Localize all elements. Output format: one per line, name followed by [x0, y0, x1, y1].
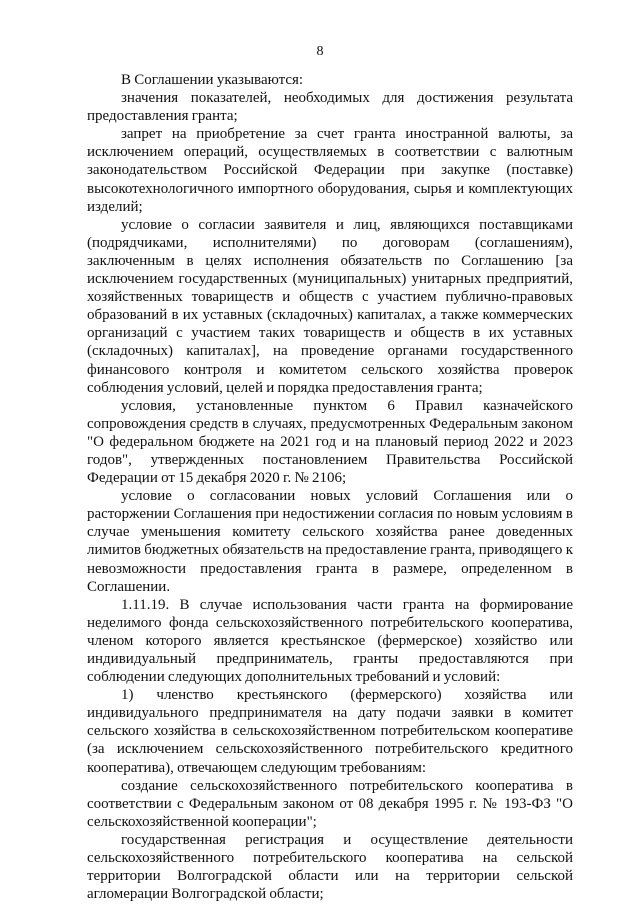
paragraph-audit-consent: условие о согласии заявителя и лиц, являющихся поставщиками (подрядчиками, исполнителями) по договорам (соглашениям), заключенным в целях исполнения обязательств по Соглашению [за исключением государственных (муниципальных) унитарных предприятий, хозяйственных товариществ и обществ с участием публично-правовых образований в их уставных (складочных) капиталах, а также коммерческих организаций с участием таких товариществ и обществ в их уставных (складочных) капиталах], на проведение органами государственного финансового контроля и комитетом сельского хозяйства проверок соблюдения условий, целей и порядка предоставления гранта;	[87, 216, 573, 396]
paragraph-currency-ban: запрет на приобретение за счет гранта иностранной валюты, за исключением операций, осуществляемых в соответствии с валютным законодательством Российской Федерации при закупке (поставке) высокотехнологичного импортного оборудования, сырья и комплектующих изделий;	[87, 126, 573, 215]
paragraph-indicator-values: значения показателей, необходимых для достижения результата предоставления гранта;	[87, 90, 573, 125]
paragraph-state-registration: государственная регистрация и осуществление деятельности сельскохозяйственного потребительского кооператива на сельской территории Волгоградской области или на территории сельской агломерации Волгоградской области;	[87, 831, 573, 903]
paragraph-treasury-support: условия, установленные пунктом 6 Правил казначейского сопровождения средств в случаях, предусмотренных Федеральным законом "О федеральном бюджете на 2021 год и на плановый период 2022 и 2023 годов", утвержденных постановлением Правительства Российской Федерации от 15 декабря 2020 г. № 2106;	[87, 397, 573, 487]
paragraph-agreement-intro: В Соглашении указываются:	[121, 72, 304, 88]
page-number: 8	[316, 44, 324, 59]
document-body	[87, 71, 573, 903]
paragraph-new-terms: условие о согласовании новых условий Соглашения или о расторжении Соглашения при недостижении согласия по новым условиям в случае уменьшения комитету сельского хозяйства ранее доведенных лимитов бюджетных обязательств на предоставление гранта, приводящего к невозможности предоставления гранта в размере, определенном в Соглашении.	[87, 488, 573, 595]
paragraph-membership: 1) членство крестьянского (фермерского) хозяйства или индивидуального предпринимателя на дату подачи заявки в комитет сельского хозяйства в сельскохозяйственном потребительском кооперативе (за исключением сельскохозяйственного потребительского кредитного кооператива), отвечающем следующим требованиям:	[87, 687, 573, 776]
paragraph-clause-1-11-19: 1.11.19. В случае использования части гранта на формирование неделимого фонда сельскохозяйственного потребительского кооператива, членом которого является крестьянское (фермерское) хозяйство или индивидуальный предприниматель, гранты предоставляются при соблюдении следующих дополнительных требований и условий:	[87, 596, 573, 686]
paragraph-cooperative-creation: создание сельскохозяйственного потребительского кооператива в соответствии с Федеральным законом от 08 декабря 1995 г. № 193-ФЗ "О сельскохозяйственной кооперации";	[87, 777, 573, 830]
